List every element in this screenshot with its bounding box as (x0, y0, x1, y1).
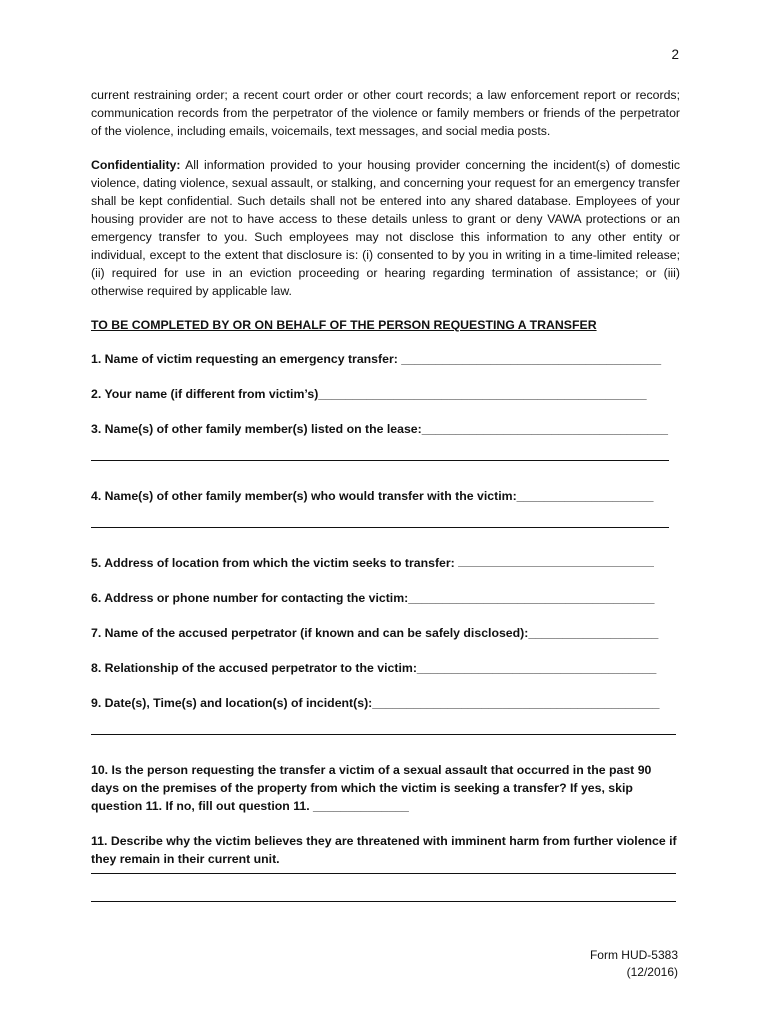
form-id: Form HUD-5383 (589, 948, 678, 962)
confidentiality-paragraph (91, 156, 680, 300)
question-1[interactable]: 1. Name of victim requesting an emergency transfer: ______________________________________ (91, 352, 662, 366)
confidentiality-text: All information provided to your housing provider concerning the incident(s) of domestic violence, dating violence, sexual assault, or stalking, and concerning your request for an emergency transfer shall be kept confidential. Such details shall not be entered into any shared database. Employees of your housing provider are not to have access to these details unless to grant or deny VAWA protections or an emergency transfer to you. Such employees may not disclose this information to any other entity or individual, except to the extent that disclosure is: (i) consented to by you in writing in a time-limited release; (ii) required for use in an eviction proceeding or hearing regarding termination of assistance; or (iii) otherwise required by applicable law. (91, 158, 680, 298)
question-4[interactable]: 4. Name(s) of other family member(s) who would transfer with the victim:____________________ (91, 489, 654, 503)
question-5[interactable] (91, 554, 680, 572)
question-10[interactable]: 10. Is the person requesting the transfer a victim of a sexual assault that occurred in the past 90 days on the premises of the property from which the victim is seeking a transfer? If yes, skip question 11. If no, fill out question 11. ______________ (91, 763, 652, 813)
page-number: 2 (671, 47, 679, 62)
question-2[interactable]: 2. Your name (if different from victim’s)________________________________________________ (91, 387, 647, 401)
question-6[interactable]: 6. Address or phone number for contacting the victim:____________________________________ (91, 591, 655, 605)
question-9[interactable]: 9. Date(s), Time(s) and location(s) of incident(s):__________________________________________ (91, 696, 660, 710)
answer-line-5[interactable] (458, 554, 654, 567)
answer-line-11b[interactable] (91, 900, 676, 902)
intro-paragraph: current restraining order; a recent court order or other court records; a law enforcement report or records; communication records from the perpetrator of the violence or family members or friends of the perpetrator of the violence, including emails, voicemails, text messages, and social media posts. (91, 88, 680, 138)
form-date: (12/2016) (626, 965, 678, 979)
form-content (91, 86, 680, 902)
question-3[interactable]: 3. Name(s) of other family member(s) listed on the lease:____________________________________ (91, 422, 668, 436)
confidentiality-label: Confidentiality: (91, 158, 181, 172)
question-11[interactable]: 11. Describe why the victim believes they are threatened with imminent harm from further violence if they remain in their current unit. (91, 834, 677, 866)
section-heading: TO BE COMPLETED BY OR ON BEHALF OF THE PERSON REQUESTING A TRANSFER (91, 318, 597, 332)
question-5-label: 5. Address of location from which the victim seeks to transfer: (91, 556, 455, 570)
form-footer (590, 947, 678, 981)
question-8[interactable]: 8. Relationship of the accused perpetrator to the victim:___________________________________ (91, 661, 657, 675)
question-7[interactable]: 7. Name of the accused perpetrator (if known and can be safely disclosed):___________________ (91, 626, 659, 640)
